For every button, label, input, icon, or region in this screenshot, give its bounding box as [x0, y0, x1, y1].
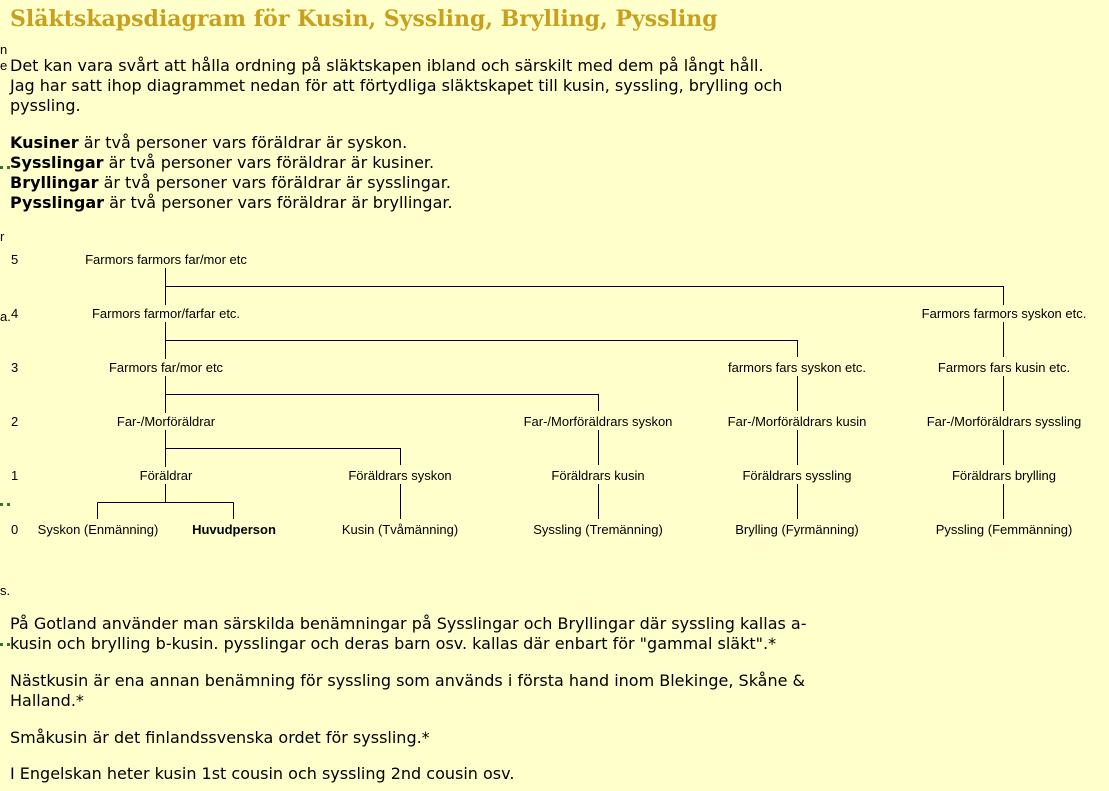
node-farmorforaldrars-syskon: Far-/Morföräldrars syskon — [523, 414, 673, 429]
definition-term: Pysslingar — [10, 193, 104, 212]
note-text: Småkusin är det finlandssvenska ordet för syssling.* — [10, 728, 430, 747]
node-farmorforaldrar: Far-/Morföräldrar — [116, 414, 216, 429]
node-farmors-farmor: Farmors farmor/farfar etc. — [91, 306, 241, 321]
clipped-text-fragment: a. — [0, 309, 11, 324]
note-gotland — [10, 614, 840, 654]
definition-text: är två personer vars föräldrar är bryllingar. — [104, 193, 453, 212]
node-pyssling: Pyssling (Femmänning) — [935, 522, 1073, 537]
node-huvudperson: Huvudperson — [192, 522, 276, 537]
node-farmorforaldrars-kusin: Far-/Morföräldrars kusin — [727, 414, 867, 429]
node-foraldrars-brylling: Föräldrars brylling — [951, 468, 1057, 483]
level-label-4: 4 — [11, 306, 19, 321]
node-foraldrars-syssling: Föräldrars syssling — [742, 468, 852, 483]
definition-text: är två personer vars föräldrar är sysslingar. — [98, 173, 451, 192]
node-farmors-farmors-syskon: Farmors farmors syskon etc. — [921, 306, 1087, 321]
clipped-text-fragment: s. — [0, 583, 11, 598]
node-foraldrars-kusin: Föräldrars kusin — [551, 468, 645, 483]
connector-line — [166, 341, 798, 358]
level-label-0: 0 — [11, 522, 19, 537]
connector-line — [166, 287, 1004, 306]
connector-line — [166, 449, 401, 466]
clipped-text-fragment: r — [0, 229, 5, 244]
level-label-2: 2 — [11, 414, 19, 429]
intro-line: Det kan vara svårt att hålla ordning på släktskapen ibland och särskilt med dem på långt håll. — [10, 56, 764, 75]
intro-line: Jag har satt ihop diagrammet nedan för att förtydliga släktskapet till kusin, syssling, brylling och pyssling. — [10, 76, 783, 115]
node-farmors-farmors-far: Farmors farmors far/mor etc — [85, 252, 247, 267]
node-syssling: Syssling (Tremänning) — [533, 522, 663, 537]
node-farmors-fars-syskon: farmors fars syskon etc. — [728, 360, 866, 375]
level-label-1: 1 — [11, 468, 19, 483]
note-text: I Engelskan heter kusin 1st cousin och syssling 2nd cousin osv. — [10, 764, 515, 783]
note-text: På Gotland använder man särskilda benämningar på Sysslingar och Bryllingar där syssling kallas a-kusin och brylling b-kusin. pysslingar och deras barn osv. kallas där enbart för "gammal släkt".* — [10, 614, 807, 653]
page-title: Släktskapsdiagram för Kusin, Syssling, Brylling, Pyssling — [10, 6, 718, 32]
node-foraldrars-syskon: Föräldrars syskon — [348, 468, 452, 483]
connector-line — [166, 395, 599, 412]
node-farmors-far: Farmors far/mor etc — [108, 360, 224, 375]
note-smakusin — [10, 728, 840, 748]
definition-text: är två personer vars föräldrar är kusiner. — [103, 153, 435, 172]
node-brylling: Brylling (Fyrmänning) — [735, 522, 859, 537]
node-syskon: Syskon (Enmänning) — [37, 522, 159, 537]
node-farmors-fars-kusin: Farmors fars kusin etc. — [937, 360, 1071, 375]
note-nastkusin — [10, 671, 840, 711]
definition-term: Sysslingar — [10, 153, 104, 172]
level-label-3: 3 — [11, 360, 19, 375]
clipped-text-fragment: n — [0, 42, 8, 57]
definition-term: Bryllingar — [10, 173, 99, 192]
note-english — [10, 764, 840, 784]
level-label-5: 5 — [11, 252, 19, 267]
definition-term: Kusiner — [10, 133, 79, 152]
node-farmorforaldrars-syssling: Far-/Morföräldrars syssling — [926, 414, 1082, 429]
clipped-text-fragment: e — [0, 58, 8, 73]
note-text: Nästkusin är ena annan benämning för syssling som används i första hand inom Blekinge, Skåne & Halland.* — [10, 671, 806, 710]
node-foraldrar: Föräldrar — [139, 468, 193, 483]
definition-text: är två personer vars föräldrar är syskon. — [78, 133, 408, 152]
node-kusin: Kusin (Tvåmänning) — [341, 522, 459, 537]
